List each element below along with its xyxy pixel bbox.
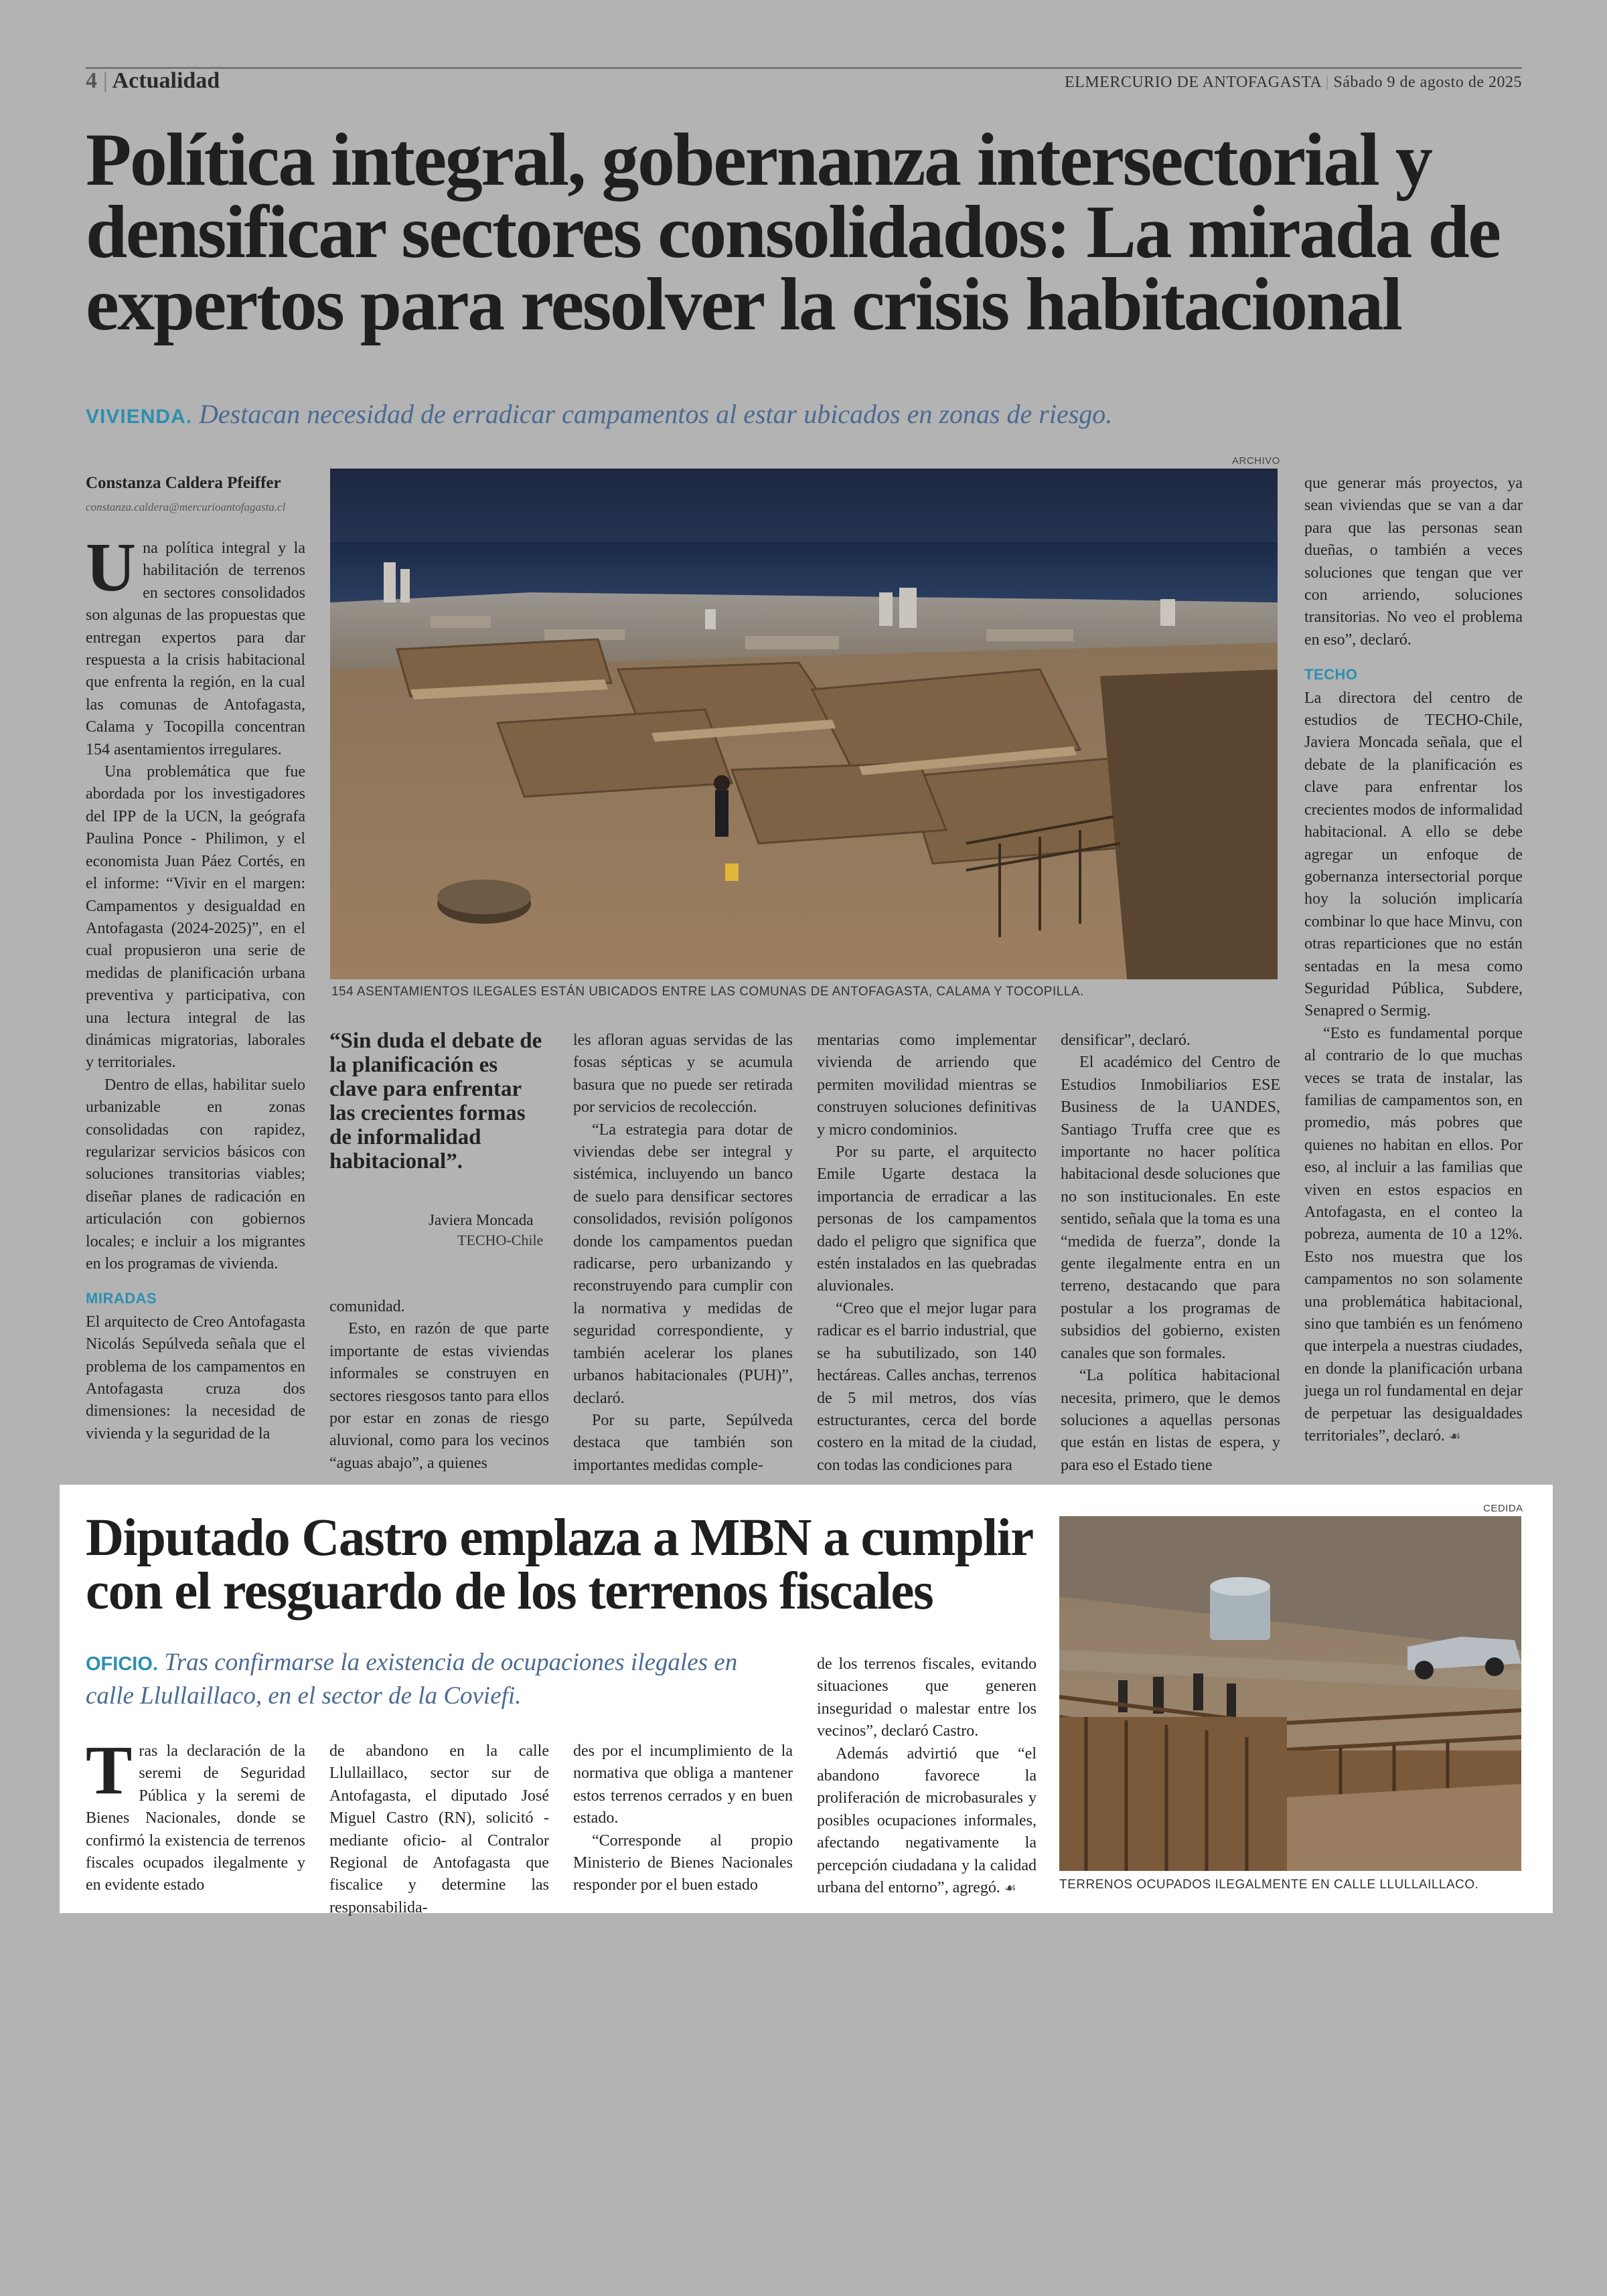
kicker-text: Destacan necesidad de erradicar campamentos al estar ubicados en zonas de riesgo. — [199, 399, 1113, 429]
campamento-photo-image — [330, 469, 1278, 979]
quote-attribution-org: TECHO-Chile — [457, 1232, 544, 1248]
end-mark-icon: ☙ — [1004, 1881, 1016, 1896]
paragraph: Esto, en razón de que parte importante de estas viviendas informales se construyen en sectores riesgosos tanto para ellos por estar en zonas de riesgo aluvional, como para los vecinos “aguas abajo”, a quienes — [329, 1320, 549, 1472]
paragraph: Dentro de ellas, habilitar suelo urbanizable en zonas consolidadas con rapidez, regularizar servicios básicos con soluciones transitorias viables; diseñar planes de radicación en articulación con gobiernos locales; e incluir a los migrantes en los programas de vivienda. — [86, 1076, 305, 1273]
photo-credit: CEDIDA — [1483, 1503, 1523, 1514]
paragraph: Por su parte, Sepúlveda destaca que también son importantes medidas comple- — [573, 1411, 793, 1474]
secondary-article-kicker — [86, 1647, 755, 1712]
kicker-text: Tras confirmarse la existencia de ocupaciones ilegales en calle Llullaillaco, en el sector de la Coviefi. — [86, 1649, 738, 1710]
secondary-column-2 — [329, 1740, 549, 1919]
page-number: 4 — [86, 68, 97, 93]
paragraph: que generar más proyectos, ya sean viviendas que se van a dar para que las personas sean dueñas, o también a veces soluciones que tengan que ver con arriendo, soluciones transitorias. No veo el problema en eso”, declaró. — [1304, 475, 1523, 649]
article-column-3 — [573, 1030, 793, 1477]
photo-caption: TERRENOS OCUPADOS ILEGALMENTE EN CALLE LLULLAILLACO. — [1059, 1878, 1479, 1892]
author-byline: Constanza Caldera Pfeiffer — [86, 474, 281, 492]
paragraph: “Creo que el mejor lugar para radicar es el barrio industrial, que se ha subutilizado, son 140 hectáreas. Calles anchas, terrenos de 5 mil metros, dos vías estructurantes, cerca del borde costero en la mitad de la ciudad, con todas las condiciones para — [817, 1299, 1037, 1474]
publication-date: Sábado 9 de agosto de 2025 — [1333, 74, 1522, 91]
paragraph-text: Además advirtió que “el abandono favorece la proliferación de microbasurales y posibles ocupaciones informales, afectando negativamente la percepción ciudadana y la calidad urbana del entorno”, agregó. — [817, 1744, 1037, 1897]
article-column-4 — [817, 1030, 1037, 1477]
secondary-article-title: Diputado Castro emplaza a MBN a cumplir con el resguardo de los terrenos fiscales — [86, 1509, 1032, 1621]
article-column-2 — [329, 1296, 549, 1475]
paragraph: de abandono en la calle Llullaillaco, sector sur de Antofagasta, el diputado José Miguel Castro (RN), solicitó -mediante oficio- al Contralor Regional de Antofagasta que fiscalice y determine las responsabilida- — [329, 1742, 549, 1916]
terrenos-photo-image — [1059, 1516, 1521, 1871]
secondary-article-photo — [1059, 1516, 1521, 1871]
paragraph: El arquitecto de Creo Antofagasta Nicolás Sepúlveda señala que el problema de los campamentos en Antofagasta cruza dos dimensiones: la necesidad de vivienda y la seguridad de la — [86, 1313, 305, 1443]
paragraph: Una problemática que fue abordada por los investigadores del IPP de la UCN, la geógrafa Paulina Ponce - Philimon, y el economista Juan Páez Cortés, en el informe: “Vivir en el margen: Campamentos y desigualdad en Antofagasta (2024-2025)”, en el cual propusieron una serie de medidas de planificación urbana preventiva y participativa, con una lectura integral de las dinámicas migratorias, laborales y territoriales. — [86, 763, 305, 1072]
paragraph: La directora del centro de estudios de TECHO-Chile, Javiera Moncada señala, que el debate de la planificación es clave para enfrentar los crecientes modos de informalidad habitacional. A ello se debe agregar un enfoque de gobernanza intersectorial porque hoy la solución implicaría combinar lo que hace Minvu, con otras reparticiones que no están sentadas en la mesa como Seguridad Pública, Subdere, Senapred o Sermig. — [1304, 689, 1523, 1020]
subheading: MIRADAS — [86, 1290, 157, 1307]
paragraph-text: “Esto es fundamental porque al contrario de lo que muchas veces se trata de instalar, las familias de campamentos son, en promedio, más pobres que quienes no habitan en ellos. Por eso, al incluir a las familias que viven en estos espacios en Antofagasta, en el conteo la pobreza, aumenta de 10 a 12%. Esto nos muestra que los campamentos no son solamente una problemática habitacional, sino que también es un fenómeno que interpela a nuestras ciudades, en donde la planificación urbana juega un rol fundamental en dejar de perpetuar las desigualdades territoriales”, declaró. — [1304, 1024, 1523, 1445]
paragraph: mentarias como implementar vivienda de arriendo que permiten movilidad mientras se construyen soluciones definitivas y micro condominios. — [817, 1032, 1037, 1139]
paragraph — [1304, 1023, 1523, 1449]
photo-caption: 154 ASENTAMIENTOS ILEGALES ESTÁN UBICADOS ENTRE LAS COMUNAS DE ANTOFAGASTA, CALAMA Y TOCOPILLA. — [331, 985, 1084, 999]
paragraph: “La estrategia para dotar de viviendas debe ser integral y sistémica, incluyendo un banco de suelo para densificar sectores consolidados, revisión polígonos donde los campamentos puedan radicarse, pero urbanizando y reconstruyendo para cumplir con la normativa y medidas de seguridad correspondiente, y también acelerar los planes urbanos habitacionales (PUH)”, declaró. — [573, 1121, 793, 1407]
article-photo — [330, 469, 1278, 979]
paragraph: El académico del Centro de Estudios Inmobiliarios ESE Business de la UANDES, Santiago Truffa cree que es importante no hacer política habitacional desde soluciones que no son institucionales. En este sentido, señala que la toma es una “medida de fuerza”, donde la gente ilegalmente entra en un terreno, destacando que para postular a los programas de subsidios del gobierno, existen canales que son formales. — [1061, 1054, 1280, 1362]
article-column-5 — [1061, 1030, 1280, 1477]
paragraph: comunidad. — [329, 1298, 405, 1315]
paragraph — [817, 1743, 1037, 1900]
photo-credit: ARCHIVO — [1232, 455, 1280, 467]
kicker-tag: OFICIO. — [86, 1653, 158, 1675]
article-title: Política integral, gobernanza intersectorial y densificar sectores consolidados: La mirada de expertos para resolver la crisis habitacional — [86, 118, 1500, 346]
paragraph: ras la declaración de la seremi de Seguridad Pública y la seremi de Bienes Nacionales, donde se confirmó la existencia de terrenos fiscales ocupados ilegalmente y en evidente estado — [86, 1742, 305, 1894]
paragraph: “La política habitacional necesita, primero, que le demos soluciones a aquellas personas que están en listas de espera, y para eso el Estado tiene — [1061, 1367, 1280, 1474]
paragraph: densificar”, declaró. — [1061, 1032, 1191, 1049]
kicker-tag: VIVIENDA. — [86, 406, 193, 428]
drop-cap: U — [86, 529, 137, 606]
end-mark-icon: ☙ — [1448, 1429, 1461, 1445]
article-kicker — [86, 398, 1532, 430]
secondary-column-3 — [573, 1740, 793, 1897]
pull-quote: “Sin duda el debate de la planificación es clave para enfrentar las crecientes formas de informalidad habitacional”. — [329, 1029, 542, 1173]
paragraph: les afloran aguas servidas de las fosas sépticas y se acumula basura que no puede ser retirada por servicios de recolección. — [573, 1032, 793, 1117]
article-column-1 — [86, 529, 305, 1445]
paragraph: Por su parte, el arquitecto Emile Ugarte destaca la importancia de erradicar a las personas de los campamentos dado el peligro que significa que estén instalados en las quebradas aluvionales. — [817, 1143, 1037, 1295]
subheading: TECHO — [1304, 666, 1358, 683]
publication-name: ELMERCURIO DE ANTOFAGASTA — [1065, 74, 1322, 91]
secondary-column-4 — [817, 1653, 1037, 1900]
paragraph: des por el incumplimiento de la normativa que obliga a mantener estos terrenos cerrados y en buen estado. — [573, 1742, 793, 1827]
secondary-column-1 — [86, 1732, 305, 1897]
paragraph: de los terrenos fiscales, evitando situaciones que generen inseguridad o malestar entre los vecinos”, declaró Castro. — [817, 1655, 1037, 1740]
folio-section: 4 | Actualidad — [86, 68, 220, 93]
folio-publication: ELMERCURIO DE ANTOFAGASTA | Sábado 9 de agosto de 2025 — [1065, 74, 1522, 91]
author-email: constanza.caldera@mercurioantofagasta.cl — [86, 501, 286, 513]
drop-cap: T — [86, 1732, 133, 1809]
section-name: Actualidad — [112, 68, 220, 93]
paragraph: “Corresponde al propio Ministerio de Bienes Nacionales responder por el buen estado — [573, 1831, 793, 1894]
quote-attribution-name: Javiera Moncada — [429, 1212, 534, 1228]
paragraph: na política integral y la habilitación de terrenos en sectores consolidados son algunas de las propuestas que entregan expertos para dar respuesta a la crisis habitacional que enfrenta la región, en la cual las comunas de Antofagasta, Calama y Tocopilla concentran 154 asentamientos irregulares. — [86, 540, 305, 758]
article-column-6 — [1304, 473, 1523, 1448]
